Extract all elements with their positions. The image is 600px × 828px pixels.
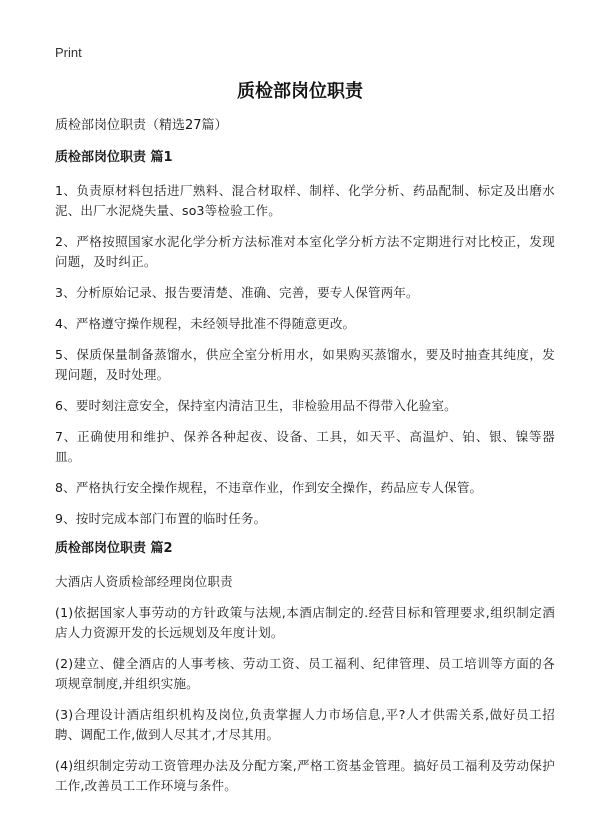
paragraph: 大酒店人资质检部经理岗位职责 xyxy=(55,574,233,589)
paragraph: (1)依据国家人事劳动的方针政策与法规,本酒店制定的.经营目标和管理要求,组织制定酒店人力资源开发的长远规划及年度计划。 xyxy=(55,605,555,640)
paragraph: (3)合理设计酒店组织机构及岗位,负责掌握人力市场信息,平?人才供需关系,做好员工招聘、调配工作,做到人尽其才,才尽其用。 xyxy=(55,707,555,742)
document-subtitle: 质检部岗位职责（精选27篇） xyxy=(55,118,228,133)
paragraph: 5、保质保量制备蒸馏水，供应全室分析用水，如果购买蒸馏水，要及时抽查其纯度，发现问题，及时处理。 xyxy=(55,347,555,382)
paragraph: (4)组织制定劳动工资管理办法及分配方案,严格工资基金管理。搞好员工福利及劳动保护工作,改善员工工作环境与条件。 xyxy=(55,758,555,793)
paragraph: 9、按时完成本部门布置的临时任务。 xyxy=(55,511,267,526)
paragraph: 1、负责原材料包括进厂熟料、混合材取样、制样、化学分析、药品配制、标定及出磨水泥、出厂水泥烧失量、so3等检验工作。 xyxy=(55,183,555,218)
print-label: Print xyxy=(55,45,82,60)
document-body xyxy=(55,117,555,807)
section-heading: 质检部岗位职责 篇2 xyxy=(55,541,173,556)
section-heading: 质检部岗位职责 篇1 xyxy=(55,150,173,165)
paragraph: 4、严格遵守操作规程，未经领导批准不得随意更改。 xyxy=(55,316,356,331)
page-title: 质检部岗位职责 xyxy=(237,81,363,102)
paragraph: (2)建立、健全酒店的人事考核、劳动工资、员工福利、纪律管理、员工培训等方面的各项规章制度,并组织实施。 xyxy=(55,656,555,691)
paragraph: 3、分析原始记录、报告要清楚、准确、完善，要专人保管两年。 xyxy=(55,285,419,300)
paragraph: 6、要时刻注意安全，保持室内清洁卫生，非检验用品不得带入化验室。 xyxy=(55,398,457,413)
paragraph: 2、严格按照国家水泥化学分析方法标准对本室化学分析方法不定期进行对比校正，发现问题，及时纠正。 xyxy=(55,234,555,269)
paragraph: 7、正确使用和维护、保养各种起夜、设备、工具，如天平、高温炉、铂、银、镍等器皿。 xyxy=(55,429,555,464)
paragraph: 8、严格执行安全操作规程，不违章作业，作到安全操作，药品应专人保管。 xyxy=(55,480,483,495)
